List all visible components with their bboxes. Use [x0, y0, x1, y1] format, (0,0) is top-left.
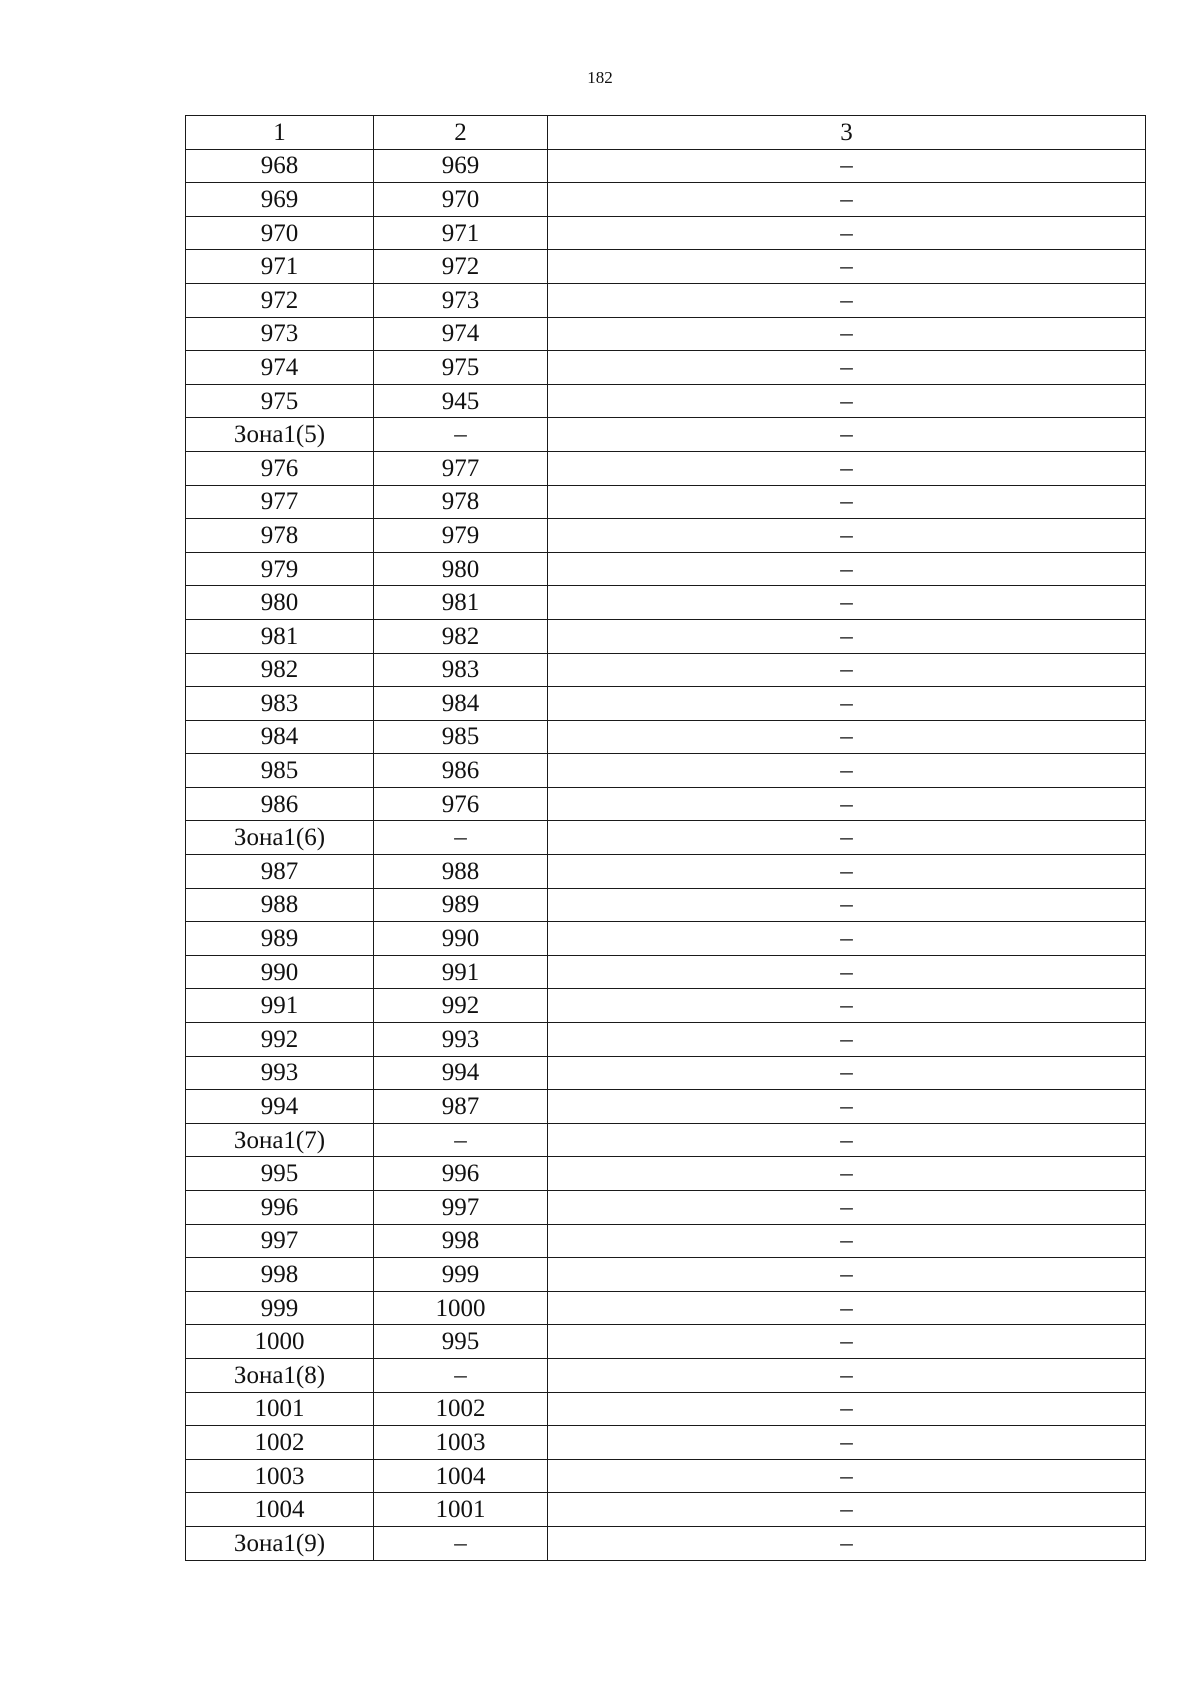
- table-row: [186, 1056, 1146, 1090]
- table-cell-col1: 983: [186, 687, 374, 721]
- table-row: [186, 149, 1146, 183]
- table-cell-col3: –: [548, 888, 1146, 922]
- table-cell-col2: 982: [374, 619, 548, 653]
- table-cell-col2: 978: [374, 485, 548, 519]
- table-row: [186, 1459, 1146, 1493]
- table-cell-col2: –: [374, 1123, 548, 1157]
- table-row: [186, 418, 1146, 452]
- table-cell-col3: –: [548, 1459, 1146, 1493]
- table-cell-col1: Зона1(6): [186, 821, 374, 855]
- table-cell-col1: 975: [186, 384, 374, 418]
- table-cell-col1: 999: [186, 1291, 374, 1325]
- table-cell-col2: –: [374, 1358, 548, 1392]
- table-cell-col1: 993: [186, 1056, 374, 1090]
- table-cell-col3: –: [548, 149, 1146, 183]
- table-cell-col3: –: [548, 922, 1146, 956]
- table-row: [186, 1426, 1146, 1460]
- table-cell-col1: 986: [186, 787, 374, 821]
- table-cell-col1: 980: [186, 586, 374, 620]
- table-cell-col3: –: [548, 283, 1146, 317]
- table-row: [186, 922, 1146, 956]
- table-cell-col3: –: [548, 1526, 1146, 1560]
- table-cell-col3: –: [548, 351, 1146, 385]
- table-cell-col1: 1002: [186, 1426, 374, 1460]
- table-cell-col2: 969: [374, 149, 548, 183]
- data-table: [185, 115, 1146, 1561]
- table-cell-col3: –: [548, 1157, 1146, 1191]
- table-cell-col1: Зона1(9): [186, 1526, 374, 1560]
- table-cell-col2: 984: [374, 687, 548, 721]
- table-cell-col3: –: [548, 384, 1146, 418]
- table-row: [186, 955, 1146, 989]
- table-cell-col1: 1003: [186, 1459, 374, 1493]
- table-cell-col2: 1002: [374, 1392, 548, 1426]
- table-cell-col3: –: [548, 1123, 1146, 1157]
- table-cell-col2: 988: [374, 855, 548, 889]
- table-cell-col3: –: [548, 485, 1146, 519]
- table-cell-col2: 987: [374, 1090, 548, 1124]
- table-cell-col1: 977: [186, 485, 374, 519]
- table-cell-col3: –: [548, 1258, 1146, 1292]
- table-cell-col2: 970: [374, 183, 548, 217]
- table-cell-col2: 971: [374, 216, 548, 250]
- table-row: [186, 1023, 1146, 1057]
- table-cell-col3: –: [548, 855, 1146, 889]
- table-cell-col3: –: [548, 552, 1146, 586]
- table-row: [186, 250, 1146, 284]
- table-cell-col1: Зона1(7): [186, 1123, 374, 1157]
- table-cell-col1: 979: [186, 552, 374, 586]
- table-row: [186, 855, 1146, 889]
- table-cell-col2: 995: [374, 1325, 548, 1359]
- table-cell-col2: –: [374, 821, 548, 855]
- table-row: [186, 787, 1146, 821]
- table-cell-col1: 978: [186, 519, 374, 553]
- table-cell-col2: 977: [374, 451, 548, 485]
- table-body: [186, 149, 1146, 1560]
- table-cell-col2: 981: [374, 586, 548, 620]
- table-cell-col1: 982: [186, 653, 374, 687]
- table-cell-col2: 985: [374, 720, 548, 754]
- table-cell-col3: –: [548, 821, 1146, 855]
- table-cell-col2: 999: [374, 1258, 548, 1292]
- table-cell-col1: 991: [186, 989, 374, 1023]
- table-row: [186, 1224, 1146, 1258]
- table-cell-col2: 972: [374, 250, 548, 284]
- table-cell-col2: 1003: [374, 1426, 548, 1460]
- table-cell-col2: –: [374, 418, 548, 452]
- table-row: [186, 384, 1146, 418]
- table-cell-col3: –: [548, 1090, 1146, 1124]
- table-cell-col3: –: [548, 653, 1146, 687]
- table-cell-col1: 996: [186, 1191, 374, 1225]
- table-cell-col2: 973: [374, 283, 548, 317]
- table-cell-col1: 998: [186, 1258, 374, 1292]
- table-cell-col3: –: [548, 989, 1146, 1023]
- table-cell-col3: –: [548, 720, 1146, 754]
- table-row: [186, 552, 1146, 586]
- table-row: [186, 687, 1146, 721]
- table-row: [186, 519, 1146, 553]
- table-row: [186, 317, 1146, 351]
- column-header-3: 3: [548, 116, 1146, 150]
- table-cell-col3: –: [548, 1325, 1146, 1359]
- table-cell-col1: 987: [186, 855, 374, 889]
- table-cell-col2: 976: [374, 787, 548, 821]
- table-cell-col2: 989: [374, 888, 548, 922]
- column-header-2: 2: [374, 116, 548, 150]
- table-cell-col3: –: [548, 250, 1146, 284]
- table-cell-col1: Зона1(8): [186, 1358, 374, 1392]
- table-cell-col3: –: [548, 1358, 1146, 1392]
- table-cell-col2: 986: [374, 754, 548, 788]
- table-cell-col2: 997: [374, 1191, 548, 1225]
- table-row: [186, 1493, 1146, 1527]
- table-cell-col3: –: [548, 451, 1146, 485]
- table-row: [186, 451, 1146, 485]
- table-cell-col1: 1001: [186, 1392, 374, 1426]
- table-cell-col3: –: [548, 1056, 1146, 1090]
- table-cell-col3: –: [548, 955, 1146, 989]
- table-cell-col3: –: [548, 317, 1146, 351]
- table-cell-col2: 979: [374, 519, 548, 553]
- table-cell-col2: 998: [374, 1224, 548, 1258]
- table-cell-col3: –: [548, 1493, 1146, 1527]
- table-cell-col3: –: [548, 418, 1146, 452]
- table-cell-col1: 968: [186, 149, 374, 183]
- table-cell-col2: 975: [374, 351, 548, 385]
- table-cell-col3: –: [548, 1291, 1146, 1325]
- table-row: [186, 1526, 1146, 1560]
- table-cell-col1: 974: [186, 351, 374, 385]
- table-header-row: [186, 116, 1146, 150]
- table-cell-col1: 997: [186, 1224, 374, 1258]
- table-cell-col1: Зона1(5): [186, 418, 374, 452]
- table-cell-col2: 983: [374, 653, 548, 687]
- page-number: 182: [587, 68, 613, 87]
- table-row: [186, 1258, 1146, 1292]
- table-row: [186, 653, 1146, 687]
- table-cell-col3: –: [548, 216, 1146, 250]
- table-cell-col1: 981: [186, 619, 374, 653]
- table-row: [186, 1191, 1146, 1225]
- table-cell-col2: 993: [374, 1023, 548, 1057]
- table-cell-col3: –: [548, 1023, 1146, 1057]
- table-cell-col2: 994: [374, 1056, 548, 1090]
- table-row: [186, 1358, 1146, 1392]
- table-cell-col2: 1004: [374, 1459, 548, 1493]
- table-cell-col1: 971: [186, 250, 374, 284]
- table-cell-col3: –: [548, 1426, 1146, 1460]
- table-cell-col1: 995: [186, 1157, 374, 1191]
- table-cell-col1: 1004: [186, 1493, 374, 1527]
- table-row: [186, 888, 1146, 922]
- table-cell-col1: 992: [186, 1023, 374, 1057]
- table-row: [186, 619, 1146, 653]
- table-cell-col3: –: [548, 1191, 1146, 1225]
- table-cell-col2: 996: [374, 1157, 548, 1191]
- table-row: [186, 183, 1146, 217]
- table-cell-col3: –: [548, 519, 1146, 553]
- table-row: [186, 283, 1146, 317]
- table-cell-col3: –: [548, 687, 1146, 721]
- table-cell-col3: –: [548, 1224, 1146, 1258]
- table-cell-col1: 988: [186, 888, 374, 922]
- table-cell-col1: 1000: [186, 1325, 374, 1359]
- table-cell-col3: –: [548, 183, 1146, 217]
- table-cell-col1: 972: [186, 283, 374, 317]
- table-row: [186, 1392, 1146, 1426]
- table-cell-col1: 990: [186, 955, 374, 989]
- table-cell-col2: 990: [374, 922, 548, 956]
- table-row: [186, 754, 1146, 788]
- table-row: [186, 821, 1146, 855]
- table-cell-col1: 994: [186, 1090, 374, 1124]
- table-cell-col1: 989: [186, 922, 374, 956]
- table-row: [186, 720, 1146, 754]
- table-row: [186, 1090, 1146, 1124]
- table-row: [186, 1123, 1146, 1157]
- table-cell-col3: –: [548, 586, 1146, 620]
- table-cell-col2: 945: [374, 384, 548, 418]
- table-cell-col1: 984: [186, 720, 374, 754]
- table-cell-col3: –: [548, 1392, 1146, 1426]
- table-row: [186, 216, 1146, 250]
- table-cell-col2: –: [374, 1526, 548, 1560]
- table-cell-col2: 1000: [374, 1291, 548, 1325]
- table-row: [186, 1291, 1146, 1325]
- table-cell-col2: 992: [374, 989, 548, 1023]
- table-cell-col3: –: [548, 619, 1146, 653]
- table-row: [186, 989, 1146, 1023]
- table-cell-col1: 969: [186, 183, 374, 217]
- table-cell-col1: 985: [186, 754, 374, 788]
- table-row: [186, 351, 1146, 385]
- table-cell-col2: 980: [374, 552, 548, 586]
- table-row: [186, 586, 1146, 620]
- table-cell-col1: 973: [186, 317, 374, 351]
- table-row: [186, 1325, 1146, 1359]
- table-cell-col1: 970: [186, 216, 374, 250]
- table-cell-col3: –: [548, 787, 1146, 821]
- table-cell-col3: –: [548, 754, 1146, 788]
- table-cell-col2: 1001: [374, 1493, 548, 1527]
- table-row: [186, 1157, 1146, 1191]
- column-header-1: 1: [186, 116, 374, 150]
- table-cell-col2: 991: [374, 955, 548, 989]
- table-row: [186, 485, 1146, 519]
- table-cell-col1: 976: [186, 451, 374, 485]
- table-cell-col2: 974: [374, 317, 548, 351]
